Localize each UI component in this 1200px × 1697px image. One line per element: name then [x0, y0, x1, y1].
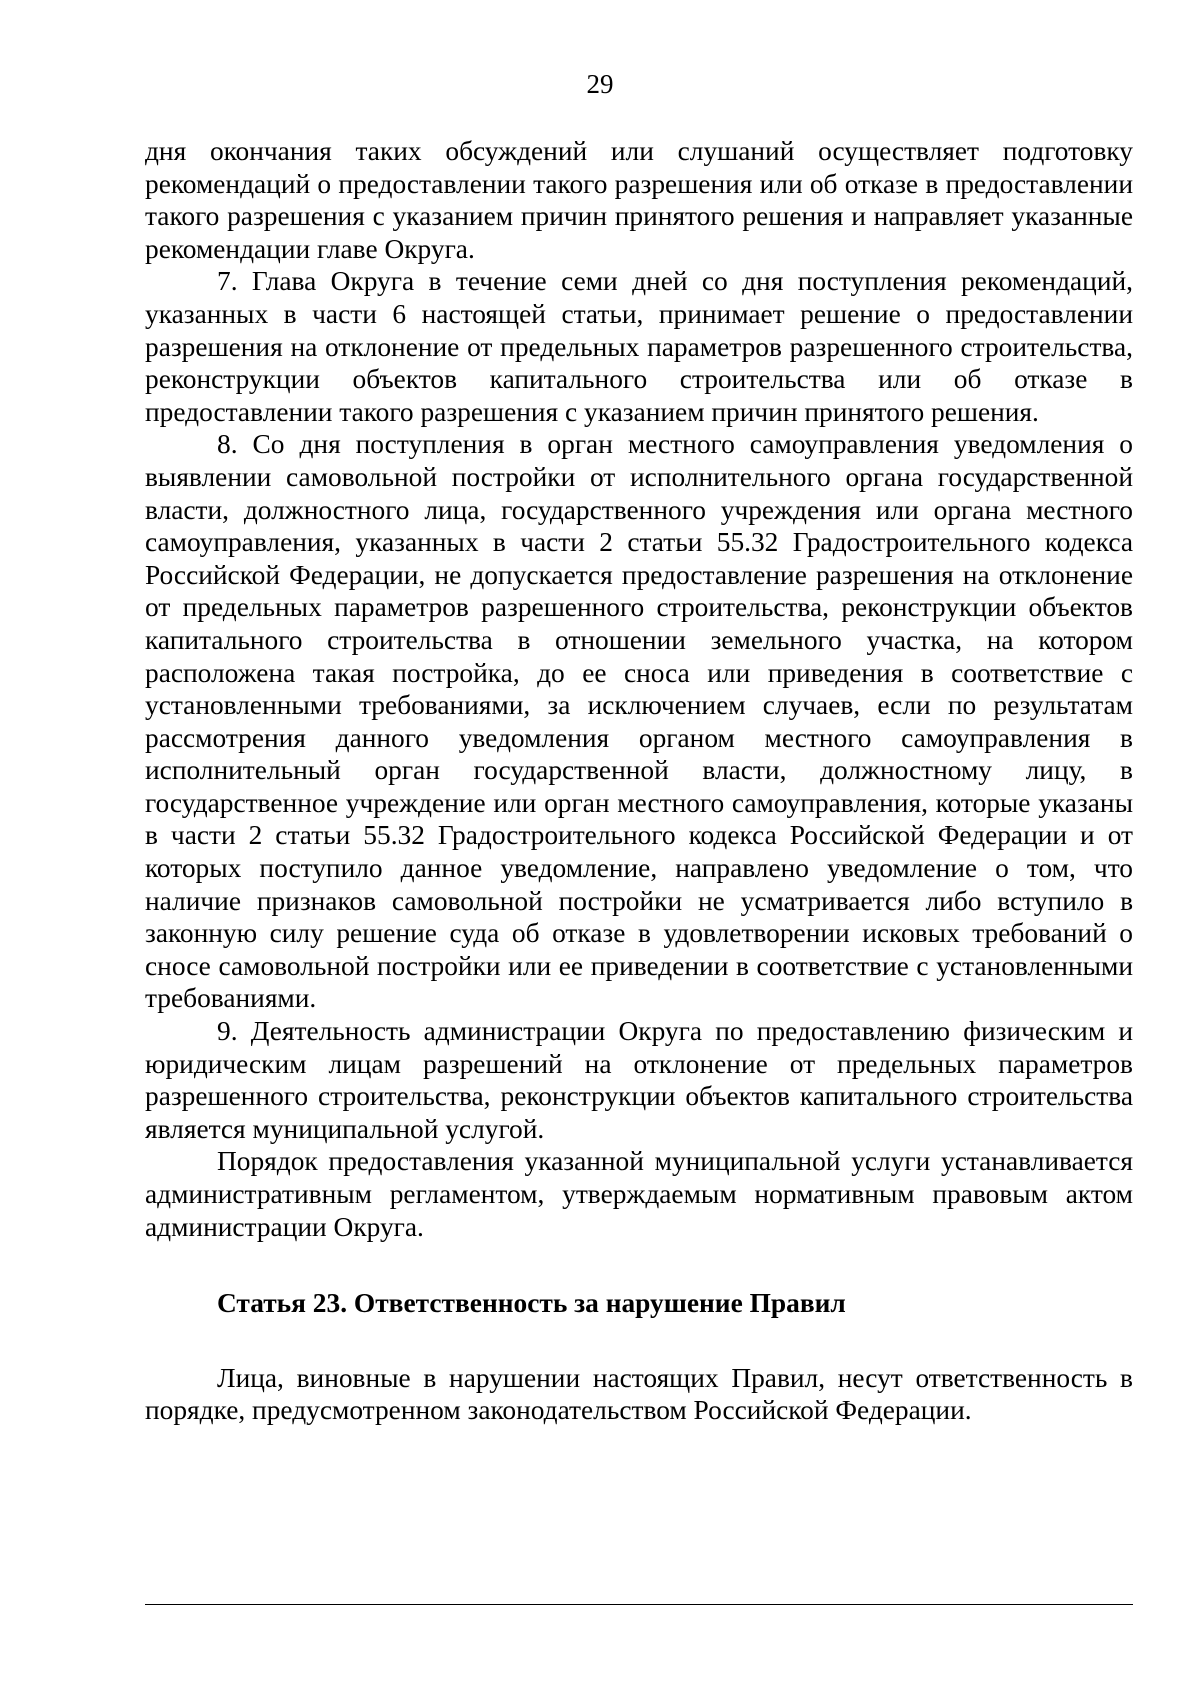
paragraph-item-9: 9. Деятельность администрации Округа по предоставлению физическим и юридическим лицам разрешений на отклонение от предельных параметров разрешенного строительства, реконструкции объектов капитального строительства является муниципальной услугой. [145, 1016, 1133, 1144]
paragraph-continuation: дня окончания таких обсуждений или слушаний осуществляет подготовку рекомендаций о предоставлении такого разрешения или об отказе в предоставлении такого разрешения с указанием причин принятого решения и направляет указанные рекомендации главе Округа. [145, 136, 1133, 264]
article-heading: Статья 23. Ответственность за нарушение Правил [217, 1288, 846, 1319]
document-body [145, 135, 1133, 1427]
paragraph-item-8: 8. Со дня поступления в орган местного самоуправления уведомления о выявлении самовольной постройки от исполнительного органа государственной власти, должностного лица, государственного учреждения или органа местного самоуправления, указанных в части 2 статьи 55.32 Градостроительного кодекса Российской Федерации, не допускается предоставление разрешения на отклонение от предельных параметров разрешенного строительства, реконструкции объектов капитального строительства в отношении земельного участка, на котором расположена такая постройка, до ее сноса или приведения в соответствие с установленными требованиями, за исключением случаев, если по результатам рассмотрения данного уведомления органом местного самоуправления в исполнительный орган государственной власти, должностному лицу, в государственное учреждение или орган местного самоуправления, которые указаны в части 2 статьи 55.32 Градостроительного кодекса Российской Федерации и от которых поступило данное уведомление, направлено уведомление о том, что наличие признаков самовольной постройки не усматривается либо вступило в законную силу решение суда об отказе в удовлетворении исковых требований о сносе самовольной постройки или ее приведении в соответствие с установленными требованиями. [145, 429, 1133, 1014]
paragraph-item-7: 7. Глава Округа в течение семи дней со дня поступления рекомендаций, указанных в части 6 настоящей статьи, принимает решение о предоставлении разрешения на отклонение от предельных параметров разрешенного строительства, реконструкции объектов капитального строительства или об отказе в предоставлении такого разрешения с указанием причин принятого решения. [145, 266, 1133, 427]
article-paragraph: Лица, виновные в нарушении настоящих Правил, несут ответственность в порядке, предусмотренном законодательством Российской Федерации. [145, 1362, 1133, 1426]
paragraph-procedure: Порядок предоставления указанной муниципальной услуги устанавливается административным регламентом, утверждаемым нормативным правовым актом администрации Округа. [145, 1146, 1133, 1242]
footer-rule [145, 1604, 1133, 1605]
page-number: 29 [586, 69, 614, 99]
